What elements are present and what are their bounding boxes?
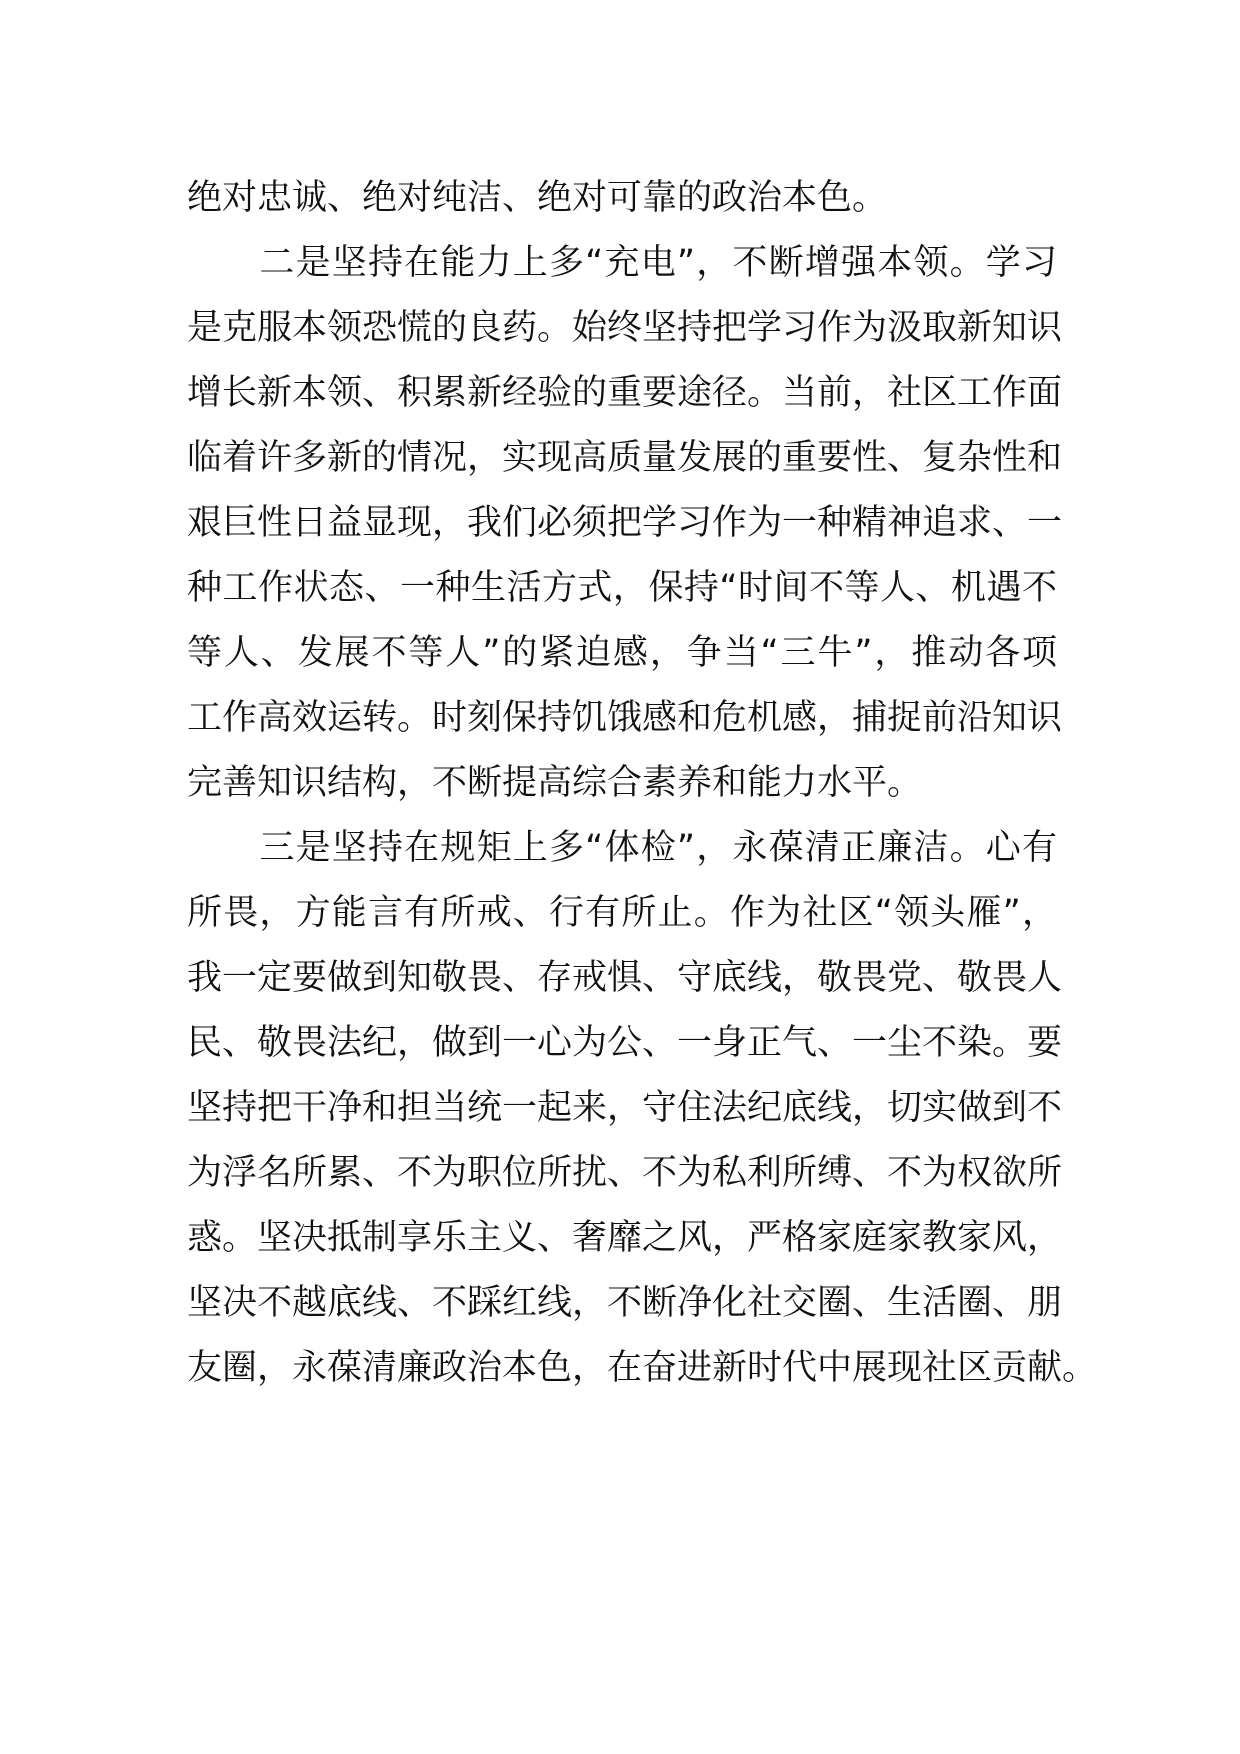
text-line: 民、敬畏法纪，做到一心为公、一身正气、一尘不染。要 [187,1023,1063,1063]
text-line: 绝对忠诚、绝对纯洁、绝对可靠的政治本色。 [187,178,888,218]
text-line: 工作高效运转。时刻保持饥饿感和危机感，捕捉前沿知识 [187,698,1063,738]
text-line: 友圈，永葆清廉政治本色，在奋进新时代中展现社区贡献。 [187,1348,1098,1388]
text-line: 惑。坚决抵制享乐主义、奢靡之风，严格家庭家教家风， [187,1218,1063,1258]
text-line: 等人、发展不等人”的紧迫感，争当“三牛”，推动各项 [187,633,1057,673]
text-line: 二是坚持在能力上多“充电”，不断增强本领。学习 [187,243,1057,283]
text-line: 增长新本领、积累新经验的重要途径。当前，社区工作面 [187,373,1063,413]
text-line: 我一定要做到知敬畏、存戒惧、守底线，敬畏党、敬畏人 [187,958,1063,998]
text-line: 坚持把干净和担当统一起来，守住法纪底线，切实做到不 [187,1088,1063,1128]
text-line: 临着许多新的情况，实现高质量发展的重要性、复杂性和 [187,438,1063,478]
text-line: 所畏，方能言有所戒、行有所止。作为社区“领头雁”， [187,893,1057,933]
text-line: 艰巨性日益显现，我们必须把学习作为一种精神追求、一 [187,503,1063,543]
body-text [187,166,1098,1401]
text-line: 坚决不越底线、不踩红线，不断净化社交圈、生活圈、朋 [187,1283,1063,1323]
text-line: 完善知识结构，不断提高综合素养和能力水平。 [187,763,923,803]
text-line: 种工作状态、一种生活方式，保持“时间不等人、机遇不 [187,568,1057,608]
text-line: 三是坚持在规矩上多“体检”，永葆清正廉洁。心有 [187,828,1057,868]
text-line: 为浮名所累、不为职位所扰、不为私利所缚、不为权欲所 [187,1153,1063,1193]
text-line: 是克服本领恐慌的良药。始终坚持把学习作为汲取新知识 [187,308,1063,348]
